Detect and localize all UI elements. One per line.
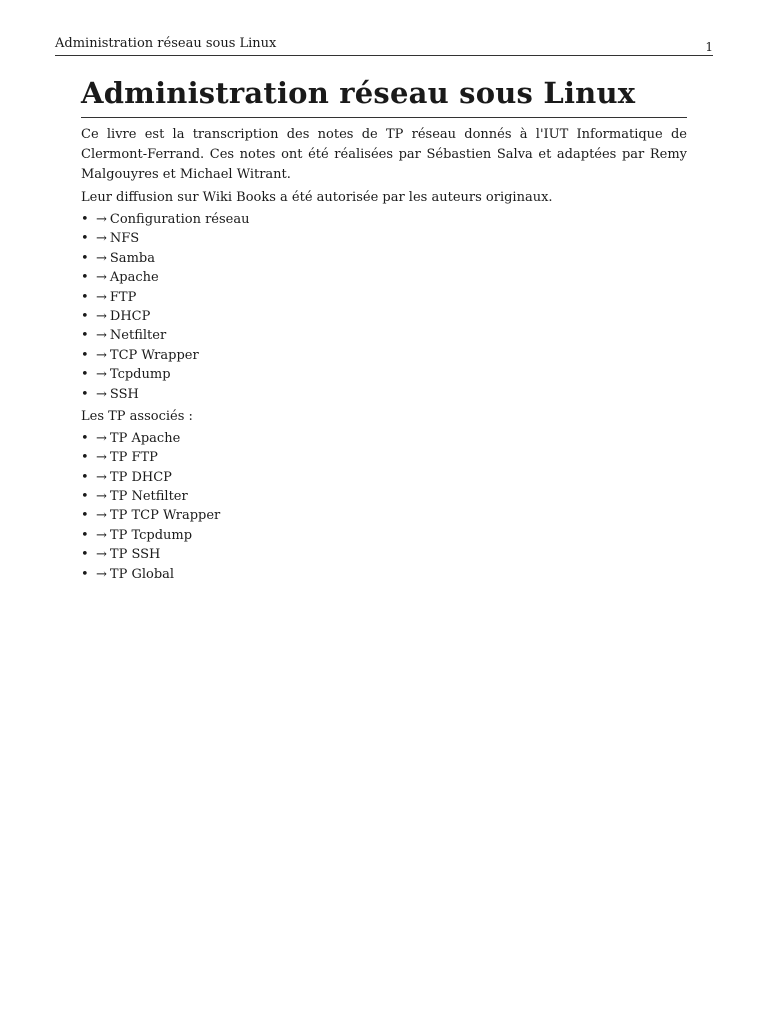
chapter-item (81, 229, 687, 248)
tp-link[interactable]: TP TCP Wrapper (109, 508, 221, 524)
bullet-icon: • (81, 270, 89, 286)
tp-link[interactable]: TP DHCP (109, 469, 172, 485)
bullet-icon: • (81, 386, 89, 402)
arrow-icon: → (96, 289, 107, 305)
arrow-icon: → (96, 212, 107, 227)
page-number: 1 (705, 40, 713, 54)
bullet-icon: • (81, 450, 89, 466)
tp-link[interactable]: TP Global (109, 566, 175, 582)
arrow-icon: → (96, 328, 107, 344)
chapter-item (81, 385, 687, 404)
chapter-link[interactable]: Configuration réseau (109, 212, 250, 227)
tp-item (81, 565, 687, 584)
arrow-icon: → (96, 450, 107, 466)
chapter-list (81, 210, 687, 404)
chapter-link[interactable]: Tcpdump (109, 367, 171, 383)
chapter-item (81, 210, 687, 229)
chapter-link[interactable]: Apache (109, 270, 159, 286)
arrow-icon: → (96, 347, 107, 363)
chapter-item (81, 365, 687, 384)
bullet-icon: • (81, 367, 89, 383)
arrow-icon: → (96, 367, 107, 383)
bullet-icon: • (81, 347, 89, 363)
arrow-icon: → (96, 489, 107, 505)
arrow-icon: → (96, 386, 107, 402)
bullet-icon: • (81, 527, 89, 543)
chapter-item (81, 288, 687, 307)
document-title: Administration réseau sous Linux (81, 74, 687, 118)
chapter-link[interactable]: Samba (109, 250, 155, 266)
arrow-icon: → (96, 308, 107, 324)
bullet-icon: • (81, 231, 89, 247)
chapter-link[interactable]: DHCP (109, 308, 151, 324)
chapter-item (81, 249, 687, 268)
bullet-icon: • (81, 328, 89, 344)
tp-item (81, 468, 687, 487)
chapter-item (81, 268, 687, 287)
chapter-link[interactable]: TCP Wrapper (109, 347, 199, 363)
chapter-link[interactable]: NFS (109, 231, 140, 247)
tp-item (81, 545, 687, 564)
arrow-icon: → (96, 231, 107, 247)
bullet-icon: • (81, 547, 89, 563)
tp-list (81, 429, 687, 584)
page-content (81, 74, 687, 584)
bullet-icon: • (81, 469, 89, 485)
running-title: Administration réseau sous Linux (55, 36, 277, 51)
tp-item (81, 506, 687, 525)
arrow-icon: → (96, 566, 107, 582)
bullet-icon: • (81, 489, 89, 505)
tp-item (81, 429, 687, 448)
running-header (55, 36, 713, 56)
chapter-link[interactable]: Netfilter (109, 328, 167, 344)
arrow-icon: → (96, 270, 107, 286)
tp-link[interactable]: TP FTP (109, 450, 158, 466)
chapter-item (81, 307, 687, 326)
arrow-icon: → (96, 250, 107, 266)
tp-item (81, 448, 687, 467)
bullet-icon: • (81, 508, 89, 524)
chapter-item (81, 346, 687, 365)
arrow-icon: → (96, 527, 107, 543)
bullet-icon: • (81, 250, 89, 266)
bullet-icon: • (81, 289, 89, 305)
bullet-icon: • (81, 308, 89, 324)
arrow-icon: → (96, 469, 107, 485)
chapter-link[interactable]: SSH (109, 386, 139, 402)
bullet-icon: • (81, 430, 89, 446)
tp-link[interactable]: TP SSH (109, 547, 161, 563)
tp-item (81, 526, 687, 545)
intro-paragraph: Ce livre est la transcription des notes de TP réseau donnés à l'IUT Informatique de Clermont-Ferrand. Ces notes ont été réalisées par Sébastien Salva et adaptées par Remy Malgouyres et Michael Witrant. (81, 127, 687, 182)
arrow-icon: → (96, 430, 107, 446)
tp-link[interactable]: TP Apache (109, 430, 181, 446)
tp-heading: Les TP associés : (81, 408, 193, 424)
diffusion-paragraph: Leur diffusion sur Wiki Books a été autorisée par les auteurs originaux. (81, 190, 553, 205)
tp-link[interactable]: TP Netfilter (109, 489, 188, 505)
bullet-icon: • (81, 566, 89, 582)
chapter-link[interactable]: FTP (109, 289, 137, 305)
chapter-item (81, 326, 687, 345)
arrow-icon: → (96, 547, 107, 563)
tp-item (81, 487, 687, 506)
bullet-icon: • (81, 212, 89, 227)
tp-link[interactable]: TP Tcpdump (109, 527, 193, 543)
arrow-icon: → (96, 508, 107, 524)
